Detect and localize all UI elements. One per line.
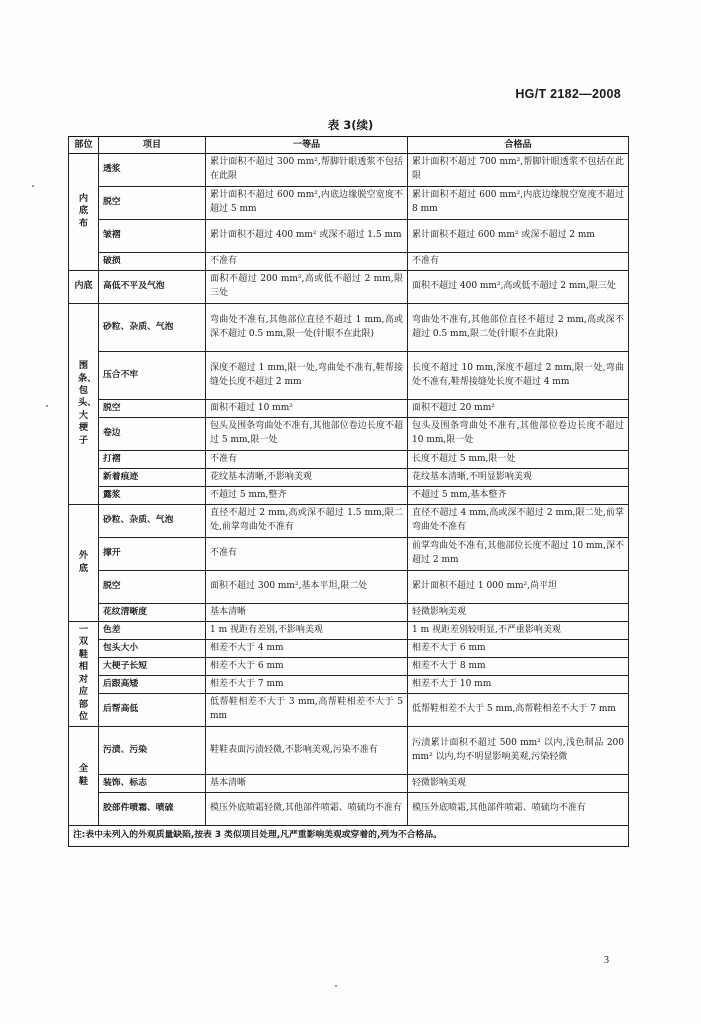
first-grade-cell: 不准有 (206, 253, 408, 271)
item-cell: 花纹清晰度 (99, 604, 206, 622)
item-cell: 砂粒、杂质、气泡 (99, 304, 206, 352)
table-row (69, 694, 629, 727)
qualified-cell: 污渍累计面积不超过 500 mm² 以内,浅色制品 200 mm² 以内,均不明显影响美观,污染轻微 (408, 727, 629, 775)
table-row (69, 352, 629, 400)
first-grade-cell: 累计面积不超过 300 mm²,帮脚针眼透浆不包括在此限 (206, 154, 408, 187)
first-grade-cell: 基本清晰 (206, 775, 408, 793)
first-grade-cell: 包头及围条弯曲处不准有,其他部位卷边长度不超过 5 mm,限一处 (206, 418, 408, 451)
table-row (69, 469, 629, 487)
qualified-cell: 长度不超过 10 mm,深度不超过 2 mm,限一处,弯曲处不准有,鞋帮接缝处长度不超过 4 mm (408, 352, 629, 400)
quality-table (68, 136, 629, 847)
item-cell: 后帮高低 (99, 694, 206, 727)
scan-speck (335, 985, 337, 987)
part-cell: 外底 (69, 505, 99, 622)
item-cell: 色差 (99, 622, 206, 640)
item-cell: 包头大小 (99, 640, 206, 658)
first-grade-cell: 深度不超过 1 mm,限一处,弯曲处不准有,鞋帮接缝处长度不超过 2 mm (206, 352, 408, 400)
qualified-cell: 轻微影响美观 (408, 775, 629, 793)
qualified-cell: 不准有 (408, 253, 629, 271)
qualified-cell: 相差不大于 6 mm (408, 640, 629, 658)
part-cell: 内底 (69, 271, 99, 304)
table-row (69, 505, 629, 538)
table-row (69, 253, 629, 271)
first-grade-cell: 累计面积不超过 600 mm²,内底边缘脱空宽度不超过 5 mm (206, 187, 408, 220)
first-grade-cell: 相差不大于 4 mm (206, 640, 408, 658)
item-cell: 撑开 (99, 538, 206, 571)
qualified-cell: 不超过 5 mm,基本整齐 (408, 487, 629, 505)
page-number: 3 (604, 955, 609, 966)
table-note: 注:表中未列入的外观质量缺陷,按表 3 类似项目处理,凡严重影响美观或穿着的,列为不合格品。 (69, 826, 629, 847)
first-grade-cell: 面积不超过 300 mm²,基本平坦,限二处 (206, 571, 408, 604)
qualified-cell: 相差不大于 10 mm (408, 676, 629, 694)
item-cell: 脱空 (99, 400, 206, 418)
first-grade-cell: 面积不超过 10 mm² (206, 400, 408, 418)
table-header-row (69, 137, 629, 154)
qualified-cell: 相差不大于 8 mm (408, 658, 629, 676)
qualified-cell: 累计面积不超过 700 mm²,帮脚针眼透浆不包括在此限 (408, 154, 629, 187)
first-grade-cell: 弯曲处不准有,其他部位直径不超过 1 mm,高或深不超过 0.5 mm,限一处(针眼不在此限) (206, 304, 408, 352)
table-row (69, 658, 629, 676)
table-row (69, 571, 629, 604)
scan-speck (32, 185, 34, 187)
table-row (69, 154, 629, 187)
table-note-row (69, 826, 629, 847)
item-cell: 露浆 (99, 487, 206, 505)
col-header-part: 部位 (69, 137, 99, 154)
part-cell: 全鞋 (69, 727, 99, 826)
item-cell: 砂粒、杂质、气泡 (99, 505, 206, 538)
col-header-first-grade: 一等品 (206, 137, 408, 154)
qualified-cell: 长度不超过 5 mm,限一处 (408, 451, 629, 469)
part-cell: 围条、包头、大梗子 (69, 304, 99, 505)
first-grade-cell: 花纹基本清晰,不影响美观 (206, 469, 408, 487)
table-row (69, 400, 629, 418)
qualified-cell: 累计面积不超过 1 000 mm²,尚平坦 (408, 571, 629, 604)
item-cell: 脱空 (99, 187, 206, 220)
table-row (69, 604, 629, 622)
first-grade-cell: 不超过 5 mm,整齐 (206, 487, 408, 505)
table-row (69, 451, 629, 469)
part-cell: 一双鞋相对应部位 (69, 622, 99, 727)
scan-speck (46, 405, 48, 407)
first-grade-cell: 1 m 视距有差别,不影响美观 (206, 622, 408, 640)
first-grade-cell: 累计面积不超过 400 mm² 或深不超过 1.5 mm (206, 220, 408, 253)
qualified-cell: 包头及围条弯曲处不准有,其他部位卷边长度不超过 10 mm,限一处 (408, 418, 629, 451)
item-cell: 胶部件喷霜、喷硫 (99, 793, 206, 826)
table-row (69, 271, 629, 304)
first-grade-cell: 低帮鞋相差不大于 3 mm,高帮鞋相差不大于 5 mm (206, 694, 408, 727)
item-cell: 装饰、标志 (99, 775, 206, 793)
item-cell: 后跟高矮 (99, 676, 206, 694)
item-cell: 脱空 (99, 571, 206, 604)
qualified-cell: 低帮鞋相差不大于 5 mm,高帮鞋相差不大于 7 mm (408, 694, 629, 727)
item-cell: 污渍、污染 (99, 727, 206, 775)
part-cell: 内底布 (69, 154, 99, 271)
first-grade-cell: 面积不超过 200 mm²,高或低不超过 2 mm,限三处 (206, 271, 408, 304)
qualified-cell: 花纹基本清晰,不明显影响美观 (408, 469, 629, 487)
table-row (69, 304, 629, 352)
first-grade-cell: 不准有 (206, 538, 408, 571)
first-grade-cell: 相差不大于 6 mm (206, 658, 408, 676)
table-row (69, 538, 629, 571)
table-row (69, 676, 629, 694)
table-row (69, 775, 629, 793)
qualified-cell: 弯曲处不准有,其他部位直径不超过 2 mm,高或深不超过 0.5 mm,限二处(针眼不在此限) (408, 304, 629, 352)
table-row (69, 640, 629, 658)
col-header-item: 项目 (99, 137, 206, 154)
qualified-cell: 面积不超过 20 mm² (408, 400, 629, 418)
table-row (69, 727, 629, 775)
table-title: 表 3(续) (327, 118, 374, 132)
qualified-cell: 累计面积不超过 600 mm²,内底边缘脱空宽度不超过 8 mm (408, 187, 629, 220)
standard-code: HG/T 2182—2008 (515, 87, 621, 101)
qualified-cell: 直径不超过 4 mm,高或深不超过 2 mm,限二处,前掌弯曲处不准有 (408, 505, 629, 538)
table-row (69, 487, 629, 505)
table-row (69, 418, 629, 451)
item-cell: 打褶 (99, 451, 206, 469)
qualified-cell: 轻微影响美观 (408, 604, 629, 622)
first-grade-cell: 不准有 (206, 451, 408, 469)
qualified-cell: 模压外底喷霜,其他部件喷霜、喷硫均不准有 (408, 793, 629, 826)
item-cell: 大梗子长短 (99, 658, 206, 676)
first-grade-cell: 鞋鞋表面污渍轻微,不影响美观,污染不准有 (206, 727, 408, 775)
item-cell: 透浆 (99, 154, 206, 187)
item-cell: 卷边 (99, 418, 206, 451)
item-cell: 高低不平及气泡 (99, 271, 206, 304)
first-grade-cell: 直径不超过 2 mm,高或深不超过 1.5 mm,限二处,前掌弯曲处不准有 (206, 505, 408, 538)
item-cell: 压合不牢 (99, 352, 206, 400)
qualified-cell: 1 m 视距差别较明显,不严重影响美观 (408, 622, 629, 640)
first-grade-cell: 基本清晰 (206, 604, 408, 622)
col-header-qualified: 合格品 (408, 137, 629, 154)
first-grade-cell: 模压外底喷霜轻微,其他部件喷霜、喷硫均不准有 (206, 793, 408, 826)
qualified-cell: 面积不超过 400 mm²,高或低不超过 2 mm,限三处 (408, 271, 629, 304)
qualified-cell: 累计面积不超过 600 mm² 或深不超过 2 mm (408, 220, 629, 253)
item-cell: 新着痕迹 (99, 469, 206, 487)
item-cell: 皱褶 (99, 220, 206, 253)
qualified-cell: 前掌弯曲处不准有,其他部位长度不超过 10 mm,深不超过 2 mm (408, 538, 629, 571)
first-grade-cell: 相差不大于 7 mm (206, 676, 408, 694)
table-row (69, 793, 629, 826)
table-row (69, 622, 629, 640)
table-row (69, 187, 629, 220)
item-cell: 破损 (99, 253, 206, 271)
table-row (69, 220, 629, 253)
